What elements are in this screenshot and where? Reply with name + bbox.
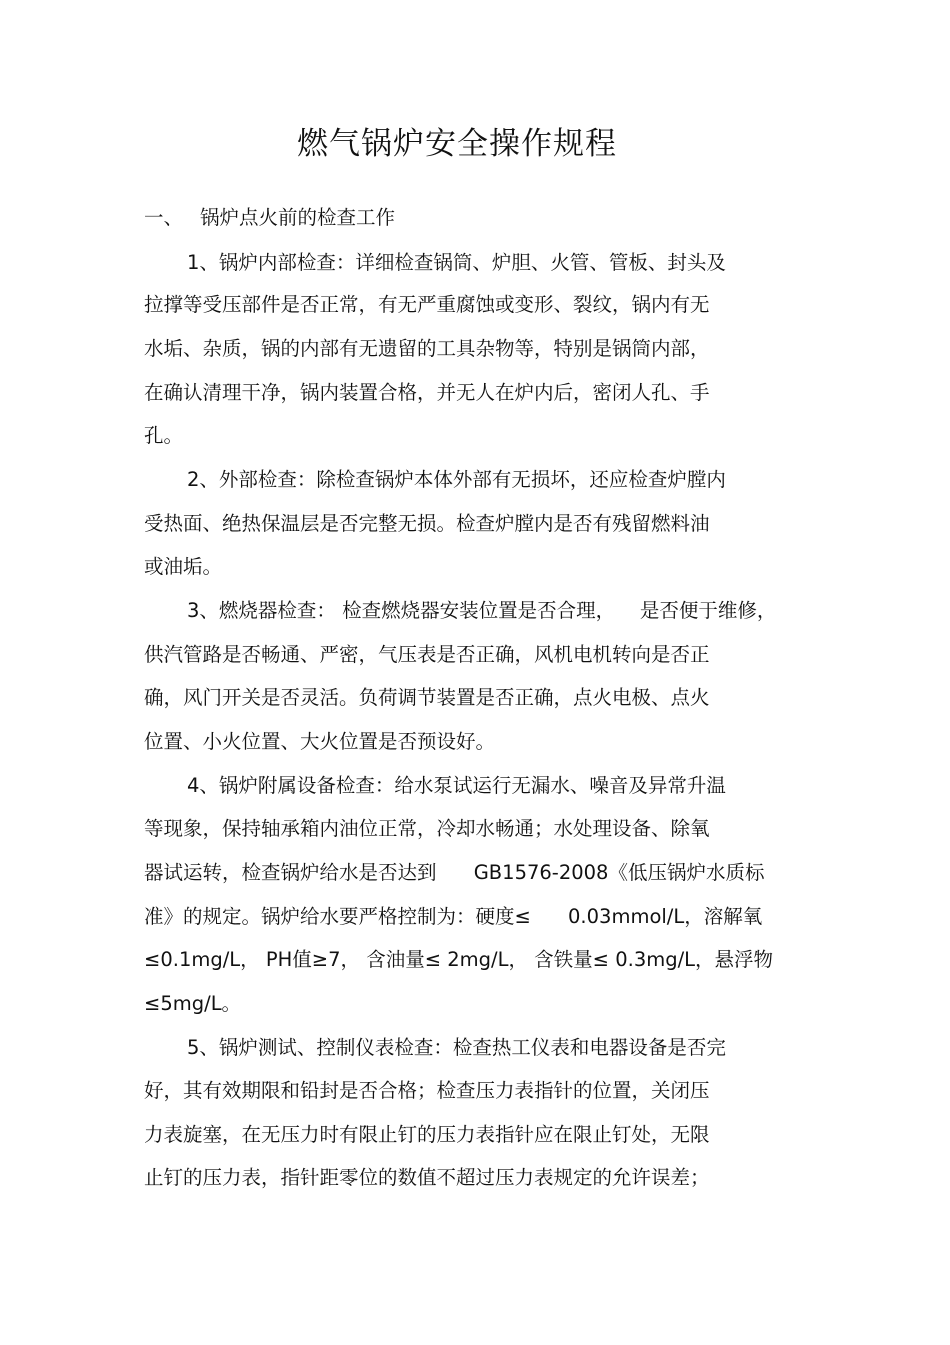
section-number: 一、: [144, 206, 184, 229]
document-title: 燃气锅炉安全操作规程: [297, 126, 617, 162]
paragraph-line: 准》的规定。锅炉给水要严格控制为：硬度≤ 0.03mmol/L，溶解氧: [144, 905, 763, 928]
paragraph-line: 5、锅炉测试、控制仪表检查：检查热工仪表和电器设备是否完: [187, 1036, 726, 1059]
paragraph-line: 受热面、绝热保温层是否完整无损。检查炉膛内是否有残留燃料油: [144, 512, 710, 535]
paragraph-line: ≤0.1mg/L， PH值≥7， 含油量≤ 2mg/L， 含铁量≤ 0.3mg/L，悬浮物: [144, 948, 774, 971]
paragraph-line: 确，风门开关是否灵活。负荷调节装置是否正确，点火电极、点火: [144, 686, 710, 709]
paragraph-line: 器试运转，检查锅炉给水是否达到 GB1576-2008《低压锅炉水质标: [144, 861, 765, 884]
paragraph-line: 孔。: [144, 424, 184, 447]
paragraph-line: 供汽管路是否畅通、严密，气压表是否正确，风机电机转向是否正: [144, 643, 710, 666]
paragraph-line: ≤5mg/L。: [144, 992, 242, 1015]
paragraph-line: 位置、小火位置、大火位置是否预设好。: [144, 730, 496, 753]
paragraph-line: 力表旋塞，在无压力时有限止钉的压力表指针应在限止钉处，无限: [144, 1123, 710, 1146]
section-heading: 锅炉点火前的检查工作: [200, 206, 396, 229]
paragraph-line: 或油垢。: [144, 555, 223, 578]
paragraph-line: 在确认清理干净，锅内装置合格，并无人在炉内后，密闭人孔、手: [144, 381, 710, 404]
paragraph-line: 2、外部检查：除检查锅炉本体外部有无损坏，还应检查炉膛内: [187, 468, 726, 491]
paragraph-line: 止钉的压力表，指针距零位的数值不超过压力表规定的允许误差；: [144, 1166, 710, 1189]
paragraph-line: 好，其有效期限和铅封是否合格；检查压力表指针的位置，关闭压: [144, 1079, 710, 1102]
paragraph-line: 1、锅炉内部检查：详细检查锅筒、炉胆、火管、管板、封头及: [187, 251, 726, 274]
paragraph-line: 3、燃烧器检查： 检查燃烧器安装位置是否合理， 是否便于维修，: [187, 599, 777, 622]
paragraph-line: 等现象，保持轴承箱内油位正常，冷却水畅通；水处理设备、除氧: [144, 817, 710, 840]
paragraph-line: 水垢、杂质，锅的内部有无遗留的工具杂物等，特别是锅筒内部，: [144, 337, 710, 360]
paragraph-line: 4、锅炉附属设备检查：给水泵试运行无漏水、噪音及异常升温: [187, 774, 726, 797]
paragraph-line: 拉撑等受压部件是否正常，有无严重腐蚀或变形、裂纹，锅内有无: [144, 293, 710, 316]
